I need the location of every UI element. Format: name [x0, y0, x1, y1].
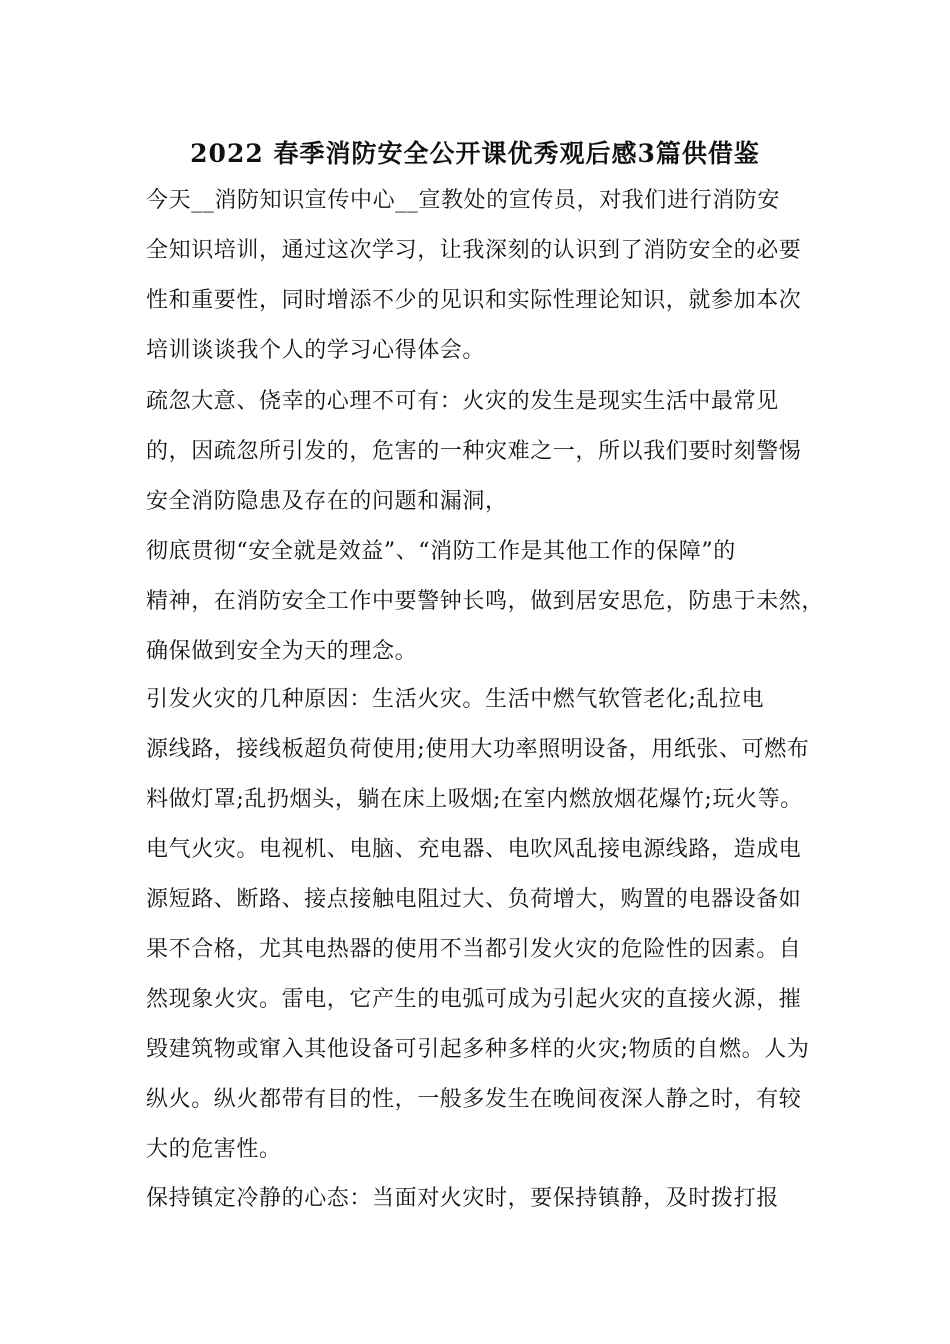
body-line: 毁建筑物或窜入其他设备可引起多种多样的火灾;物质的自燃。人为 — [146, 1037, 810, 1062]
body-line: 精神，在消防安全工作中要警钟长鸣，做到居安思危，防患于未然， — [146, 589, 825, 614]
body-line: 安全消防隐患及存在的问题和漏洞， — [146, 489, 508, 514]
body-line: 的，因疏忽所引发的，危害的一种灾难之一，所以我们要时刻警惕 — [146, 439, 802, 464]
document-title: 2022 春季消防安全公开课优秀观后感3篇供借鉴 — [190, 139, 760, 168]
body-line: 纵火。纵火都带有目的性，一般多发生在晚间夜深人静之时，有较 — [146, 1087, 802, 1112]
body-line: 料做灯罩;乱扔烟头，躺在床上吸烟;在室内燃放烟花爆竹;玩火等。 — [146, 787, 803, 812]
body-line: 确保做到安全为天的理念。 — [146, 639, 418, 664]
body-line: 果不合格，尤其电热器的使用不当都引发火灾的危险性的因素。自 — [146, 937, 802, 962]
body-line: 电气火灾。电视机、电脑、充电器、电吹风乱接电源线路，造成电 — [146, 837, 802, 862]
body-line: 源线路，接线板超负荷使用;使用大功率照明设备，用纸张、可燃布 — [146, 737, 810, 762]
body-line: 今天__消防知识宣传中心__宣教处的宣传员，对我们进行消防安 — [146, 188, 781, 213]
body-line: 疏忽大意、侥幸的心理不可有：火灾的发生是现实生活中最常见 — [146, 389, 779, 414]
body-line: 全知识培训，通过这次学习，让我深刻的认识到了消防安全的必要 — [146, 238, 802, 263]
body-line: 然现象火灾。雷电，它产生的电弧可成为引起火灾的直接火源，摧 — [146, 987, 802, 1012]
body-line: 彻底贯彻“安全就是效益”、“消防工作是其他工作的保障”的 — [146, 539, 736, 564]
body-line: 保持镇定冷静的心态：当面对火灾时，要保持镇静，及时拨打报 — [146, 1186, 779, 1211]
body-line: 大的危害性。 — [146, 1137, 282, 1162]
body-line: 性和重要性，同时增添不少的见识和实际性理论知识，就参加本次 — [146, 288, 802, 313]
body-line: 培训谈谈我个人的学习心得体会。 — [146, 338, 486, 363]
body-line: 引发火灾的几种原因：生活火灾。生活中燃气软管老化;乱拉电 — [146, 687, 765, 712]
body-line: 源短路、断路、接点接触电阻过大、负荷增大，购置的电器设备如 — [146, 887, 802, 912]
